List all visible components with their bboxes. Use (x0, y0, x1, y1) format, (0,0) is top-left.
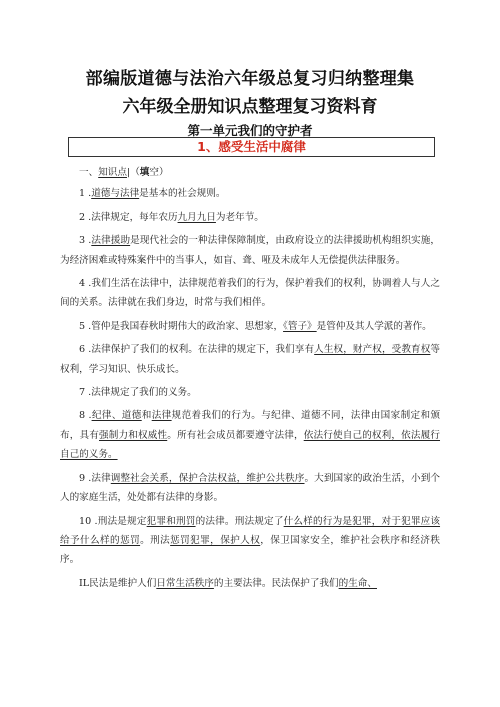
answer-text: 道德与法律 (91, 188, 140, 200)
heading-prefix: 一、 (79, 167, 99, 178)
point-text: 4 .我们生活在法律中，法律规范着我们的行为，保护着我们的权利，协调着人与人之间的关系。法律就在我们身边，时常与我们相伴。 (60, 278, 440, 309)
section-title: 1、感受生活中腐律 (197, 139, 306, 154)
point-text: 7 .法律规定了我们的义务。 (79, 387, 197, 399)
point-text: 5 .管仲是我国春秋时期伟大的政治家、思想家， (79, 320, 284, 332)
point-text: 和 (141, 410, 152, 422)
point-text: 是基本的社会规则。 (139, 188, 226, 200)
point-text: 规范着我们的行为。与纪律、道德不同，法律由国家制定和颁布，具有 (60, 410, 441, 441)
heading-suffix: 空） (149, 167, 169, 178)
knowledge-point (60, 208, 440, 227)
point-text: 。大到国家的政治生活，小到个人的家庭生活，处处都有法律的身影。 (60, 472, 441, 504)
knowledge-point (60, 340, 440, 379)
document-subtitle: 六年级全册知识点整理复习资料育 (122, 97, 378, 117)
answer-text: 九月九日 (177, 211, 216, 223)
knowledge-point (60, 231, 440, 270)
knowledge-point (60, 512, 440, 570)
heading-mid: |（ (126, 167, 140, 178)
answer-text: 人生权，财产权，受教育权 (314, 344, 431, 356)
point-text: 10 .刑法是规定 (79, 515, 147, 527)
knowledge-point (60, 184, 440, 203)
knowledge-heading (60, 163, 440, 182)
answer-text: 依法行使自己的权利，依法履行自己的义务。 (60, 429, 441, 461)
section-title-box (68, 137, 435, 157)
knowledge-point (60, 574, 440, 593)
answer-text: 调整社会关系，保护合法权益，维护公共秩序 (110, 472, 305, 484)
point-text: 是现代社会的一种法律保障制度，由政府设立的法律援助机构组织实施，为经济困难或特殊案件中的当事人，如盲、聋、哑及未成年人无偿提供法律服务。 (60, 235, 441, 266)
knowledge-point (60, 406, 440, 464)
answer-text: 法律 (151, 410, 172, 422)
knowledge-point-list (60, 184, 440, 593)
answer-text: 什么样的行为是犯罪，对于犯罪应该给予什么样的惩罚 (60, 515, 441, 546)
point-text: 3 . (79, 235, 92, 247)
answer-text: 犯罪和刑罚 (146, 515, 196, 527)
point-text: 为老年节。 (215, 211, 264, 223)
point-text: 1 . (79, 188, 92, 200)
answer-text: 日常生活秩序 (156, 577, 214, 589)
heading-bold: 填 (139, 167, 150, 178)
point-text: 。刑法 (140, 534, 171, 546)
answer-text: 法律援助 (91, 235, 131, 247)
point-text: ，保卫国家安全，维护社会秩序和经济秩序。 (60, 534, 441, 566)
document-body (60, 163, 440, 597)
point-text: 的主要法律。民法保护了我们 (213, 577, 339, 589)
knowledge-point (60, 469, 440, 508)
point-text: IL民法是维护人们 (79, 577, 157, 589)
knowledge-point (60, 383, 440, 402)
answer-text: 的生命、 (338, 577, 377, 589)
unit-title: 第一单元我们的守护者 (187, 123, 313, 138)
point-text: 8 . (79, 410, 92, 422)
answer-text: 惩罚犯罪，保护人权 (170, 534, 261, 546)
answer-text: 强制力和权威性 (99, 429, 168, 441)
document-title: 部编版道德与法治六年级总复习归纳整理集 (85, 69, 415, 89)
knowledge-point (60, 317, 440, 336)
knowledge-point (60, 274, 440, 313)
point-text: 是管仲及其人学派的著作。 (316, 320, 432, 332)
point-text: 9 .法律 (79, 472, 111, 484)
point-text: 2 .法律规定，每年农历 (79, 211, 178, 223)
point-text: 的法律。刑法规定了 (195, 515, 284, 527)
point-text: 等权利，学习知识、快乐成长。 (60, 344, 441, 375)
point-text: 。所有社会成员都要遵守法律， (167, 429, 304, 441)
heading-underlined: 知识点 (98, 167, 127, 178)
answer-text: 纪律、道德 (91, 410, 142, 422)
point-text: 6 .法律保护了我们的权利。在法律的规定下，我们享有 (79, 344, 315, 356)
answer-text: 《管子》 (283, 320, 317, 332)
